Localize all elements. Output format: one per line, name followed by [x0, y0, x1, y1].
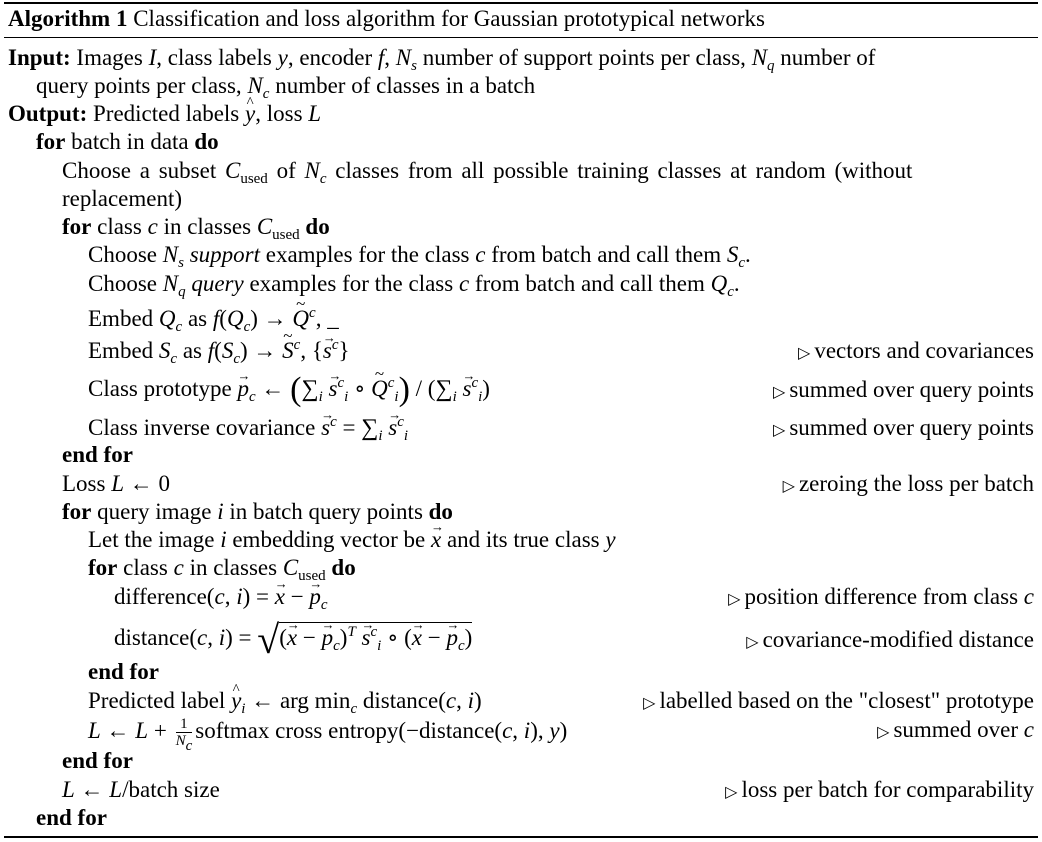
math-symbol: L [135, 717, 149, 743]
let-embedding-line [88, 526, 616, 554]
math-symbol: f [377, 45, 385, 70]
comment-triangle-icon: ▷ [728, 591, 741, 608]
output-text: , loss [255, 101, 303, 126]
math-symbol: y [549, 717, 560, 743]
math-symbol: i [220, 527, 227, 552]
math-subscript: i [478, 389, 483, 405]
math-symbol: c [197, 625, 208, 650]
math-subscript: used [240, 171, 268, 187]
comment-text: zeroing the loss per batch [798, 471, 1034, 496]
math-symbol: f [207, 338, 215, 363]
comment-triangle-icon: ▷ [725, 784, 738, 801]
input-keyword: Input: [8, 45, 71, 70]
embed-query-line: Embed $Q_c$ as $f(Q_c)$ → ~ $Q^c$, _ [88, 305, 339, 333]
math-subscript: q [767, 58, 775, 74]
line-text: as [187, 306, 208, 331]
math-symbol: f [212, 306, 220, 331]
math-symbol: N [175, 733, 186, 749]
math-symbol: C [224, 158, 241, 183]
comment-triangle-icon: ▷ [773, 422, 786, 439]
input-text: Images [76, 45, 143, 70]
comment-text: covariance-modified distance [762, 627, 1034, 652]
math-subscript: used [272, 227, 300, 243]
output-keyword: Output: [8, 101, 88, 126]
line-text: Embed [88, 338, 154, 363]
math-symbol: S [726, 242, 739, 267]
line-text: as [182, 338, 202, 363]
math-symbol: ^ y [245, 100, 255, 128]
math-symbol: → s [329, 375, 338, 403]
math-symbol: S [221, 338, 234, 363]
line-text: softmax cross entropy [195, 717, 399, 743]
math-symbol: I [148, 45, 157, 70]
batch-loop-line [36, 128, 219, 156]
math-subscript: i [377, 638, 382, 654]
bottom-rule [4, 836, 1038, 838]
line-text: Let the image [88, 527, 215, 552]
do-keyword: do [428, 499, 453, 524]
math-symbol: 0 [158, 471, 170, 496]
line-text: difference [114, 584, 207, 609]
math-symbol: c [475, 242, 486, 267]
math-symbol: Q [226, 306, 244, 331]
algorithm-header [8, 5, 765, 33]
comment-text: summed over [893, 717, 1019, 742]
output-line [8, 100, 321, 128]
math-superscript: c [293, 337, 301, 353]
math-symbol: c [173, 555, 184, 580]
comment-labelled [643, 687, 1034, 718]
math-symbol: i [523, 717, 531, 743]
for-keyword: for [62, 214, 92, 239]
math-subscript: c [320, 597, 328, 613]
line-text: Choose a subset [62, 158, 217, 183]
math-symbol: c [1023, 717, 1034, 742]
line-text: distance [114, 625, 190, 650]
line-text: examples for the class [265, 242, 470, 267]
math-subscript: i [241, 701, 246, 717]
math-subscript: c [350, 701, 358, 717]
math-symbol: → s [463, 375, 472, 403]
algorithm-label: Algorithm 1 [8, 6, 128, 31]
distance-line: distance(c, i) = √(→ x − → $p_c)^T \to s^c_i$ ∘ (→ x − → $p_c$) [114, 624, 472, 654]
input-text: query points per class, [36, 73, 242, 98]
math-subscript: c [175, 319, 183, 335]
math-subscript: s [411, 58, 417, 74]
end-for-class-2: end for [88, 659, 159, 684]
comment-zeroing [783, 470, 1034, 501]
math-subscript: c [233, 351, 240, 367]
line-text: in classes [163, 214, 252, 239]
math-symbol: i [217, 499, 224, 524]
class-prototype-line: Class prototype → $p_c$ ← ($\sum_i \to s^c_i$ ∘ ~ $Q^c_i) / (\sum_i \to s^c_i)$ [88, 375, 490, 404]
math-symbol: N [162, 242, 179, 267]
math-symbol: L [62, 777, 75, 802]
math-symbol: N [395, 45, 412, 70]
predicted-label-line: Predicted label ^ $y_i$ ← arg $\min_c$ distance(c, i) [88, 687, 482, 715]
line-text: from batch and call them [474, 271, 705, 296]
math-superscript: c [330, 414, 337, 430]
math-subscript: q [178, 284, 186, 300]
end-for-class: end for [62, 442, 133, 467]
fraction [175, 716, 193, 754]
math-subscript: c [319, 171, 327, 187]
line-text: Predicted label [88, 688, 226, 713]
loss-init-line: Loss L ← 0 [62, 471, 170, 496]
query-loop-line [62, 498, 453, 526]
do-keyword: do [194, 129, 219, 154]
comment-summed-over [877, 716, 1034, 747]
choose-subset-line-1 [62, 157, 912, 185]
comment-text: position difference from class [744, 584, 1019, 609]
input-line-1: Input: Images I, class labels y, encoder f, $N_s$ number of support points per class, $N_q$ number of [8, 45, 876, 74]
line-text: Loss [62, 471, 106, 496]
comment-triangle-icon: ▷ [782, 478, 795, 495]
input-text: , encoder [287, 45, 373, 70]
line-text: distance [362, 688, 439, 713]
math-symbol: c [214, 584, 225, 609]
math-superscript: T [347, 624, 356, 640]
comment-per-batch [725, 776, 1034, 807]
math-symbol: N [304, 158, 320, 183]
math-subscript: c [457, 638, 465, 654]
math-subscript: i [378, 428, 383, 444]
comment-text: summed over query points [789, 415, 1034, 440]
math-subscript: c [185, 738, 193, 754]
math-symbol: ~ Q [371, 375, 388, 403]
math-symbol: c [445, 688, 457, 713]
line-text: replacement) [62, 186, 183, 211]
math-symbol: → s [362, 624, 371, 652]
line-text-italic: support [189, 242, 260, 267]
loss-update-line: L ← L + $\frac{1}{N_c}$ softmax cross entropy(−distance(c, i), y) [88, 716, 568, 754]
math-symbol: Q [158, 306, 176, 331]
inverse-covariance-line: Class inverse covariance → $s^c = \sum_i \to s^c_i$ [88, 414, 408, 442]
math-symbol: → p [309, 583, 321, 611]
choose-query-line: Choose $N_q$ query examples for the class c from batch and call them $Q_c$. [88, 271, 740, 300]
math-symbol: → s [323, 337, 332, 365]
line-text: in batch query points [229, 499, 423, 524]
comment-text: loss per batch for comparability [741, 777, 1034, 802]
math-superscript: c [309, 305, 316, 321]
line-text: class [123, 555, 168, 580]
math-symbol: C [256, 214, 273, 239]
comment-summed-query-2 [773, 414, 1034, 445]
do-keyword: do [331, 555, 356, 580]
output-text: Predicted labels [93, 101, 240, 126]
choose-subset-line-2 [62, 185, 182, 213]
math-superscript: c [337, 375, 345, 391]
comment-text: labelled based on the "closest" prototype [659, 688, 1034, 713]
fraction-numerator: 1 [176, 716, 193, 733]
line-text: from batch and call them [491, 242, 722, 267]
math-superscript: c [471, 375, 479, 391]
input-text: , class labels [156, 45, 272, 70]
math-subscript: c [727, 284, 734, 300]
math-symbol: → s [388, 414, 397, 442]
math-symbol: i [218, 625, 226, 650]
do-keyword: do [305, 214, 330, 239]
math-symbol: ^ y [231, 687, 241, 715]
math-symbol: → p [446, 624, 458, 652]
math-subscript: s [178, 255, 184, 271]
math-symbol: c [1023, 584, 1034, 609]
embed-support-line: Embed $S_c$ as $f(S_c)$ → ~ $S^c$, {→ $s^c$} [88, 337, 350, 365]
math-symbol: L [111, 471, 124, 496]
header-rule [4, 37, 1038, 38]
comment-text: vectors and covariances [814, 338, 1034, 363]
line-text: batch in data [71, 129, 189, 154]
comment-position-difference [728, 583, 1034, 614]
line-text: distance [419, 717, 495, 743]
line-text: embedding vector be [232, 527, 426, 552]
comment-text: summed over query points [789, 377, 1034, 402]
line-text: and its true class [446, 527, 600, 552]
math-subscript: c [262, 86, 270, 102]
line-text: Class prototype [88, 376, 232, 401]
math-symbol: → p [322, 624, 334, 652]
math-symbol: i [236, 584, 243, 609]
math-symbol: Q [710, 271, 728, 296]
math-symbol: c [502, 717, 513, 743]
line-text: classes from all possible training classes at random (without [335, 158, 913, 183]
for-keyword: for [88, 555, 118, 580]
math-subscript: i [403, 428, 409, 444]
line-text: class [97, 214, 142, 239]
math-subscript: c [243, 319, 251, 335]
math-subscript: c [333, 638, 340, 654]
math-subscript: c [170, 351, 178, 367]
input-text: number of classes in a batch [275, 73, 536, 98]
class-loop-line [62, 213, 330, 241]
math-subscript: i [318, 389, 323, 405]
math-subscript: c [738, 255, 746, 271]
difference-line: difference(c, i) = → x − → $p_c$ [114, 583, 328, 611]
math-symbol: → x [287, 624, 297, 652]
math-superscript: c [387, 375, 395, 391]
math-symbol: N [247, 73, 263, 98]
math-superscript: c [397, 414, 404, 430]
math-symbol: → x [431, 526, 441, 554]
input-line-2 [36, 72, 535, 100]
math-symbol: L [109, 777, 123, 802]
math-symbol: S [158, 338, 171, 363]
math-superscript: c [370, 624, 378, 640]
comment-triangle-icon: ▷ [746, 634, 759, 651]
math-symbol: ~ S [282, 337, 294, 365]
math-symbol: L [88, 717, 101, 743]
math-subscript: used [298, 568, 326, 584]
math-symbol: N [751, 45, 768, 70]
algorithm-title: Classification and loss algorithm for Gaussian prototypical networks [133, 6, 765, 31]
line-text: examples for the class [249, 271, 454, 296]
math-symbol: i [467, 688, 474, 713]
comment-covariance-distance [746, 626, 1034, 657]
math-subscript: i [344, 389, 349, 405]
line-text: Choose [88, 271, 157, 296]
comment-triangle-icon: ▷ [643, 695, 656, 712]
line-text: of [276, 158, 296, 183]
line-text: Embed [88, 306, 154, 331]
math-symbol: y [277, 45, 288, 70]
math-subscript: i [452, 389, 457, 405]
line-text: in classes [189, 555, 278, 580]
math-symbol: c [147, 214, 158, 239]
line-text: batch size [128, 777, 220, 802]
loss-normalize-line: L ← L/batch size [62, 777, 220, 802]
for-keyword: for [62, 499, 92, 524]
math-symbol: c [458, 271, 470, 296]
math-symbol: N [162, 271, 179, 296]
end-for-query: end for [62, 748, 133, 773]
math-symbol: C [282, 555, 299, 580]
math-symbol: L [308, 101, 322, 126]
choose-support-line: Choose $N_s$ support examples for the class c from batch and call them $S_c$. [88, 242, 751, 271]
math-subscript: c [249, 389, 256, 405]
comment-triangle-icon: ▷ [798, 345, 811, 362]
top-rule [4, 2, 1038, 4]
line-text-italic: query [191, 271, 244, 296]
comment-triangle-icon: ▷ [877, 724, 890, 741]
math-symbol: → s [321, 414, 330, 442]
comment-vectors [798, 337, 1034, 368]
input-text: number of support points per class, [422, 45, 746, 70]
comment-summed-query-1 [773, 376, 1034, 407]
math-symbol: → p [238, 375, 250, 403]
for-keyword: for [36, 129, 66, 154]
line-text: query image [97, 499, 212, 524]
math-symbol: y [605, 527, 616, 552]
line-text: arg min [279, 688, 351, 713]
comment-triangle-icon: ▷ [773, 384, 786, 401]
math-symbol: → x [412, 624, 422, 652]
math-superscript: c [331, 337, 339, 353]
math-subscript: i [394, 389, 399, 405]
math-symbol: → x [275, 583, 285, 611]
input-text: number of [780, 45, 876, 70]
line-text: Class inverse covariance [88, 415, 316, 440]
math-symbol: ~ Q [292, 305, 309, 333]
end-for-batch: end for [36, 805, 107, 830]
line-text: Choose [88, 242, 157, 267]
